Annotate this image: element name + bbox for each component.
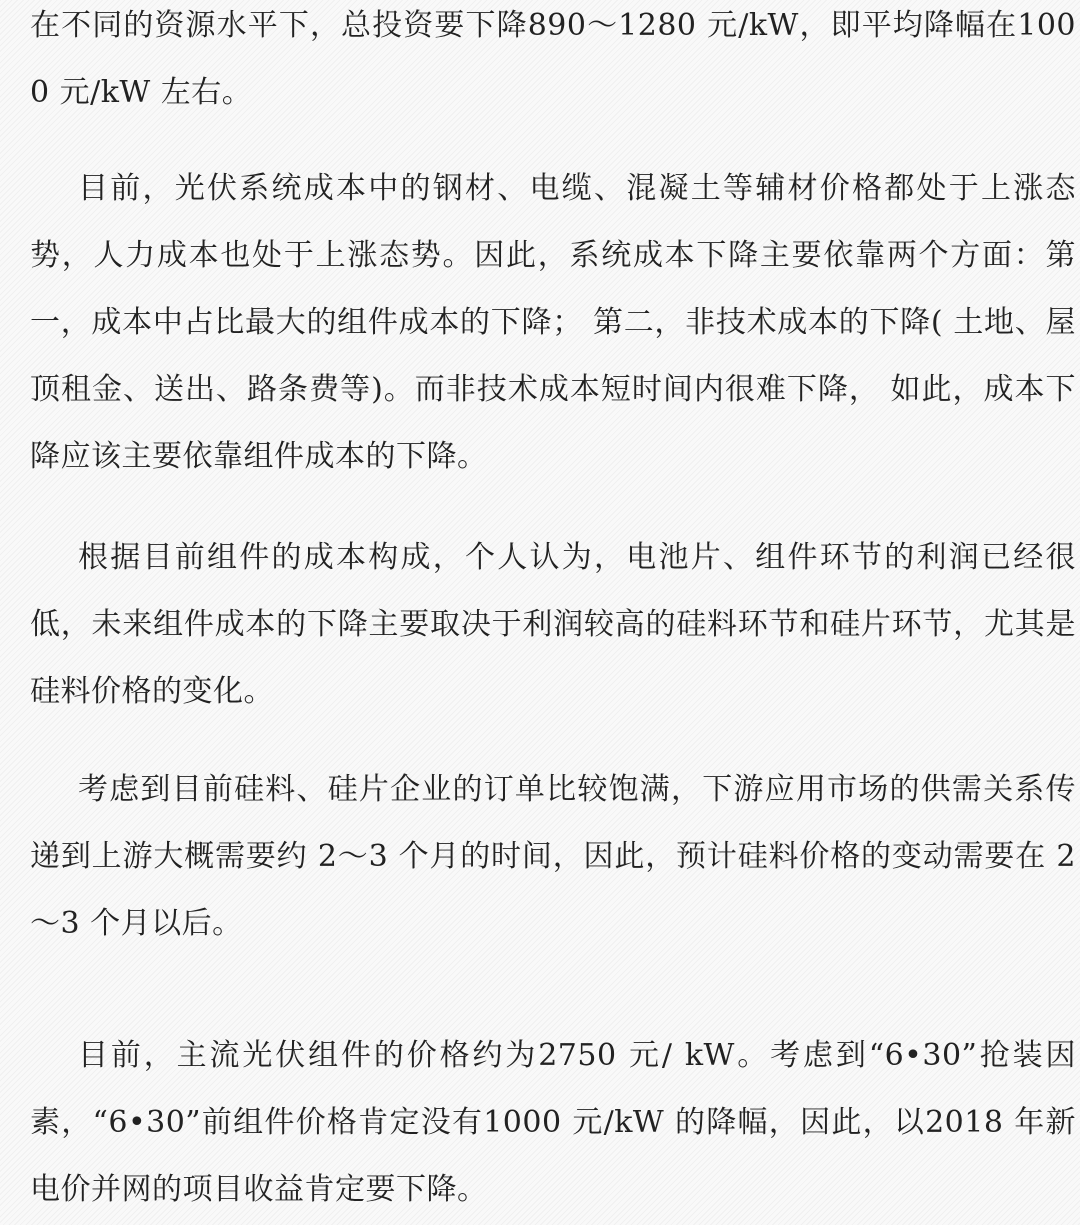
paragraph-module-cost: 根据目前组件的成本构成，个人认为，电池片、组件环节的利润已经很低，未来组件成本的下降主要取决于利润较高的硅料环节和硅片环节，尤其是硅料价格的变化。 [30, 540, 1076, 709]
paragraph-silicon-timing: 考虑到目前硅料、硅片企业的订单比较饱满，下游应用市场的供需关系传递到上游大概需要约 2～3 个月的时间，因此，预计硅料价格的变动需要在 2～3 个月以后。 [30, 772, 1076, 941]
paragraph-system-cost: 目前，光伏系统成本中的钢材、电缆、混凝土等辅材价格都处于上涨态势，人力成本也处于上涨态势。因此，系统成本下降主要依靠两个方面：第一，成本中占比最大的组件成本的下降； 第二，非技术成本的下降( 土地、屋顶租金、送出、路条费等)。而非技术成本短时间内很难下降， 如此，成本下降应该主要依靠组件成本的下降。 [30, 171, 1076, 474]
paragraph-module-price: 目前，主流光伏组件的价格约为2750 元/ kW。考虑到“6•30”抢装因素，“6•30”前组件价格肯定没有1000 元/kW 的降幅，因此，以2018 年新电价并网的项目收益肯定要下降。 [30, 1038, 1076, 1207]
paragraph-investment-decline: 在不同的资源水平下，总投资要下降890～1280 元/kW，即平均降幅在1000 元/kW 左右。 [30, 8, 1076, 110]
